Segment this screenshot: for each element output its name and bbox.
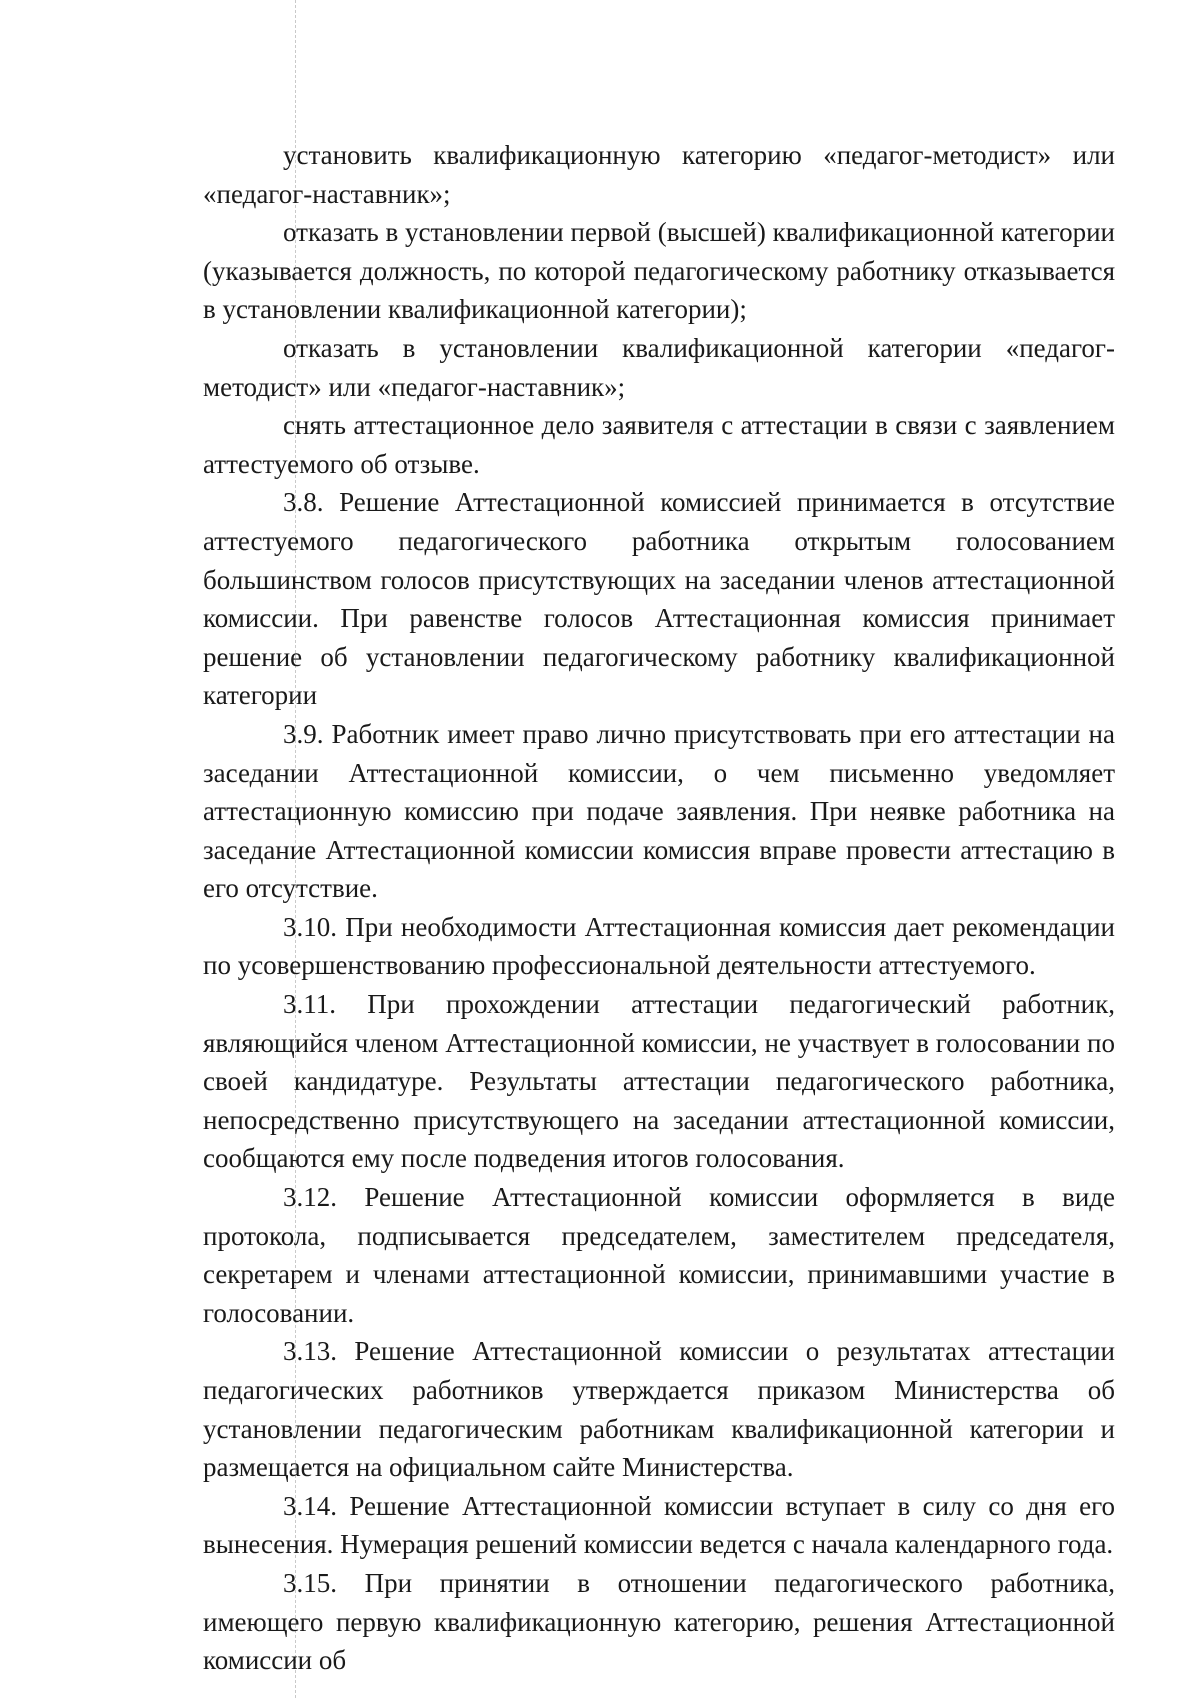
clause-3-8: 3.8. Решение Аттестационной комиссией принимается в отсутствие аттестуемого педагогического работника открытым голосованием большинством голосов присутствующих на заседании членов аттестационной комиссии. При равенстве голосов Аттестационная комиссия принимает решение об установлении педагогическому работнику квалификационной категории bbox=[203, 487, 1115, 711]
clause-3-15: 3.15. При принятии в отношении педагогического работника, имеющего первую квалификационную категорию, решения Аттестационной комиссии об bbox=[203, 1567, 1115, 1676]
clause-3-9: 3.9. Работник имеет право лично присутствовать при его аттестации на заседании Аттестационной комиссии, о чем письменно уведомляет аттестационную комиссию при подаче заявления. При неявке работника на заседание Аттестационной комиссии комиссия вправе провести аттестацию в его отсутствие. bbox=[203, 718, 1115, 904]
paragraph-refuse-category: отказать в установлении квалификационной категории «педагог-методист» или «педагог-наставник»; bbox=[203, 332, 1115, 402]
clause-3-12: 3.12. Решение Аттестационной комиссии оформляется в виде протокола, подписывается председателем, заместителем председателя, секретарем и членами аттестационной комиссии, принимавшими участие в голосовании. bbox=[203, 1182, 1115, 1328]
document-body bbox=[203, 136, 1115, 1680]
clause-3-14: 3.14. Решение Аттестационной комиссии вступает в силу со дня его вынесения. Нумерация решений комиссии ведется с начала календарного года. bbox=[203, 1490, 1115, 1560]
paragraph-set-category: установить квалификационную категорию «педагог-методист» или «педагог-наставник»; bbox=[203, 140, 1115, 209]
paragraph-withdraw-case: снять аттестационное дело заявителя с аттестации в связи с заявлением аттестуемого об отзыве. bbox=[203, 410, 1115, 479]
clause-3-13: 3.13. Решение Аттестационной комиссии о результатах аттестации педагогических работников утверждается приказом Министерства об установлении педагогическим работникам квалификационной категории и размещается на официальном сайте Министерства. bbox=[203, 1336, 1115, 1483]
clause-3-10: 3.10. При необходимости Аттестационная комиссия дает рекомендации по усовершенствованию профессиональной деятельности аттестуемого. bbox=[203, 911, 1115, 981]
clause-3-11: 3.11. При прохождении аттестации педагогический работник, являющийся членом Аттестационной комиссии, не участвует в голосовании по своей кандидатуре. Результаты аттестации педагогического работника, непосредственно присутствующего на заседании аттестационной комиссии, сообщаются ему после подведения итогов голосования. bbox=[203, 989, 1115, 1174]
paragraph-refuse-first-highest: отказать в установлении первой (высшей) квалификационной категории (указывается должность, по которой педагогическому работнику отказывается в установлении квалификационной категории); bbox=[203, 217, 1115, 325]
